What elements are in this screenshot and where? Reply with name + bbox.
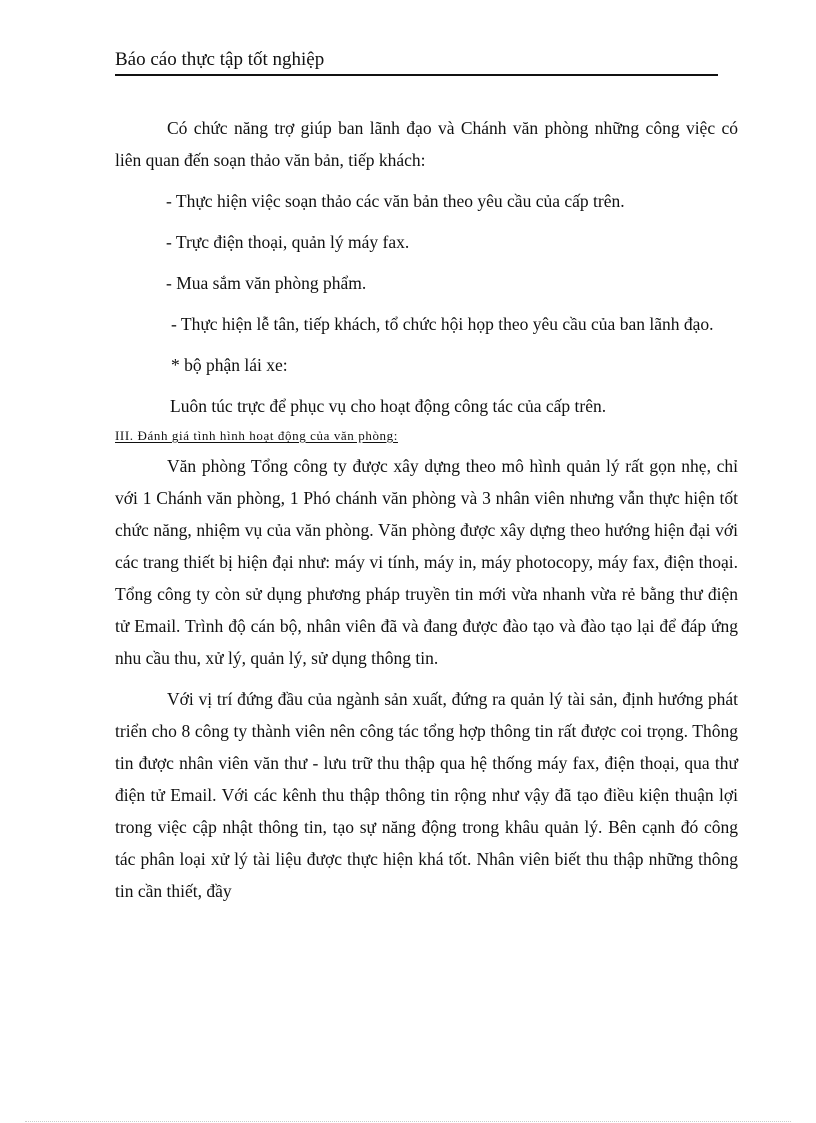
header-title: Báo cáo thực tập tốt nghiệp bbox=[115, 49, 325, 70]
page-bottom-rule bbox=[25, 1121, 791, 1122]
section-heading: III. Đánh giá tình hình hoạt động của văn phòng: bbox=[115, 428, 398, 443]
paragraph-office-support: Có chức năng trợ giúp ban lãnh đạo và Chánh văn phòng những công việc có liên quan đến soạn thảo văn bản, tiếp khách: bbox=[115, 118, 738, 170]
bullet-stationery: - Mua sắm văn phòng phẩm. bbox=[166, 273, 367, 293]
page-header bbox=[115, 48, 718, 76]
bullet-drafting: - Thực hiện việc soạn thảo các văn bản theo yêu cầu của cấp trên. bbox=[166, 191, 625, 211]
paragraph-office-assessment: Văn phòng Tổng công ty được xây dựng theo mô hình quản lý rất gọn nhẹ, chỉ với 1 Chánh văn phòng, 1 Phó chánh văn phòng và 3 nhân viên nhưng vẫn thực hiện tốt chức năng, nhiệm vụ của văn phòng. Văn phòng được xây dựng theo hướng hiện đại với các trang thiết bị hiện đại như: máy vi tính, máy in, máy photocopy, máy fax, điện thoại. Tổng công ty còn sử dụng phương pháp truyền tin mới vừa nhanh vừa rẻ bằng thư điện tử Email. Trình độ cán bộ, nhân viên đã và đang được đào tạo và đào tạo lại để đáp ứng nhu cầu thu, xử lý, quản lý, sử dụng thông tin. bbox=[115, 456, 738, 668]
bullet-phone-fax: - Trực điện thoại, quản lý máy fax. bbox=[166, 232, 410, 252]
subheading-drivers: * bộ phận lái xe: bbox=[171, 355, 288, 375]
paragraph-information-work: Với vị trí đứng đầu của ngành sản xuất, đứng ra quản lý tài sản, định hướng phát triển cho 8 công ty thành viên nên công tác tổng hợp thông tin rất được coi trọng. Thông tin được nhân viên văn thư - lưu trữ thu thập qua hệ thống máy fax, điện thoại, qua thư điện tử Email. Với các kênh thu thập thông tin rộng như vậy đã tạo điều kiện thuận lợi trong việc cập nhật thông tin, tạo sự năng động trong khâu quản lý. Bên cạnh đó công tác phân loại xử lý tài liệu được thực hiện khá tốt. Nhân viên biết thu thập những thông tin cần thiết, đầy bbox=[115, 689, 738, 901]
document-body bbox=[115, 112, 738, 907]
paragraph-drivers: Luôn túc trực để phục vụ cho hoạt động công tác của cấp trên. bbox=[170, 396, 607, 416]
bullet-reception: - Thực hiện lễ tân, tiếp khách, tổ chức hội họp theo yêu cầu của ban lãnh đạo. bbox=[171, 314, 714, 334]
